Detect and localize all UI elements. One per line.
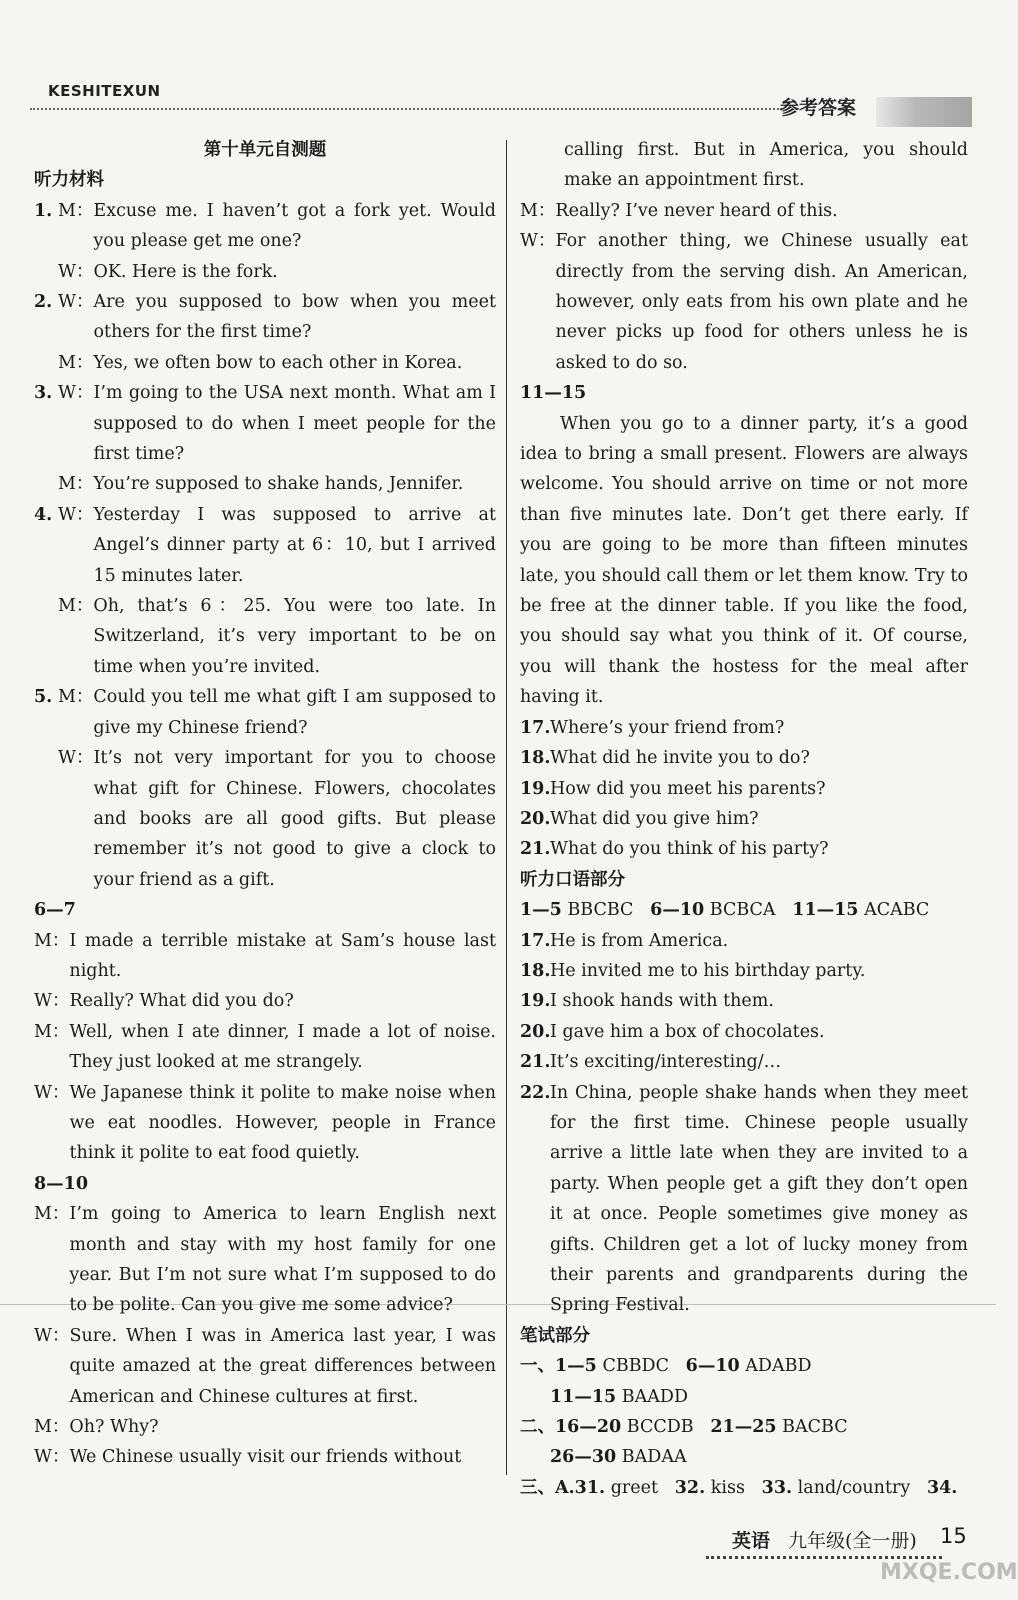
footer-dotted-rule bbox=[706, 1556, 942, 1559]
dialogue-text: Sure. When I was in America last year, I was quite amazed at the great differences between American and Chinese cultures at first. bbox=[69, 1325, 496, 1407]
dialogue-text: Oh, that’s 6：25. You were too late. In Switzerland, it’s very important to be on time when you’re invited. bbox=[93, 596, 496, 677]
dialogue-text: It’s not very important for you to choose what gift for Chinese. Flowers, chocolates and books are all good gifts. But please remember it’s not good to give a clock to your friend as a gift. bbox=[93, 748, 496, 890]
header-dotted-rule bbox=[30, 108, 782, 110]
dialogue-text: I made a terrible mistake at Sam’s house last night. bbox=[69, 930, 496, 981]
speaker: W： bbox=[34, 1082, 70, 1103]
speaker: M： bbox=[58, 596, 94, 617]
dialogue-text: Really? What did you do? bbox=[69, 991, 294, 1012]
answer-item: 21.It’s exciting/interesting/… bbox=[520, 1052, 782, 1073]
speaker: M： bbox=[34, 930, 70, 951]
dialogue-5 bbox=[34, 682, 496, 895]
right-column bbox=[520, 135, 968, 1503]
dialogue-text: OK. Here is the fork. bbox=[93, 261, 278, 282]
speaker: W： bbox=[34, 1325, 70, 1346]
dialogue-text: Could you tell me what gift I am supposed to give my Chinese friend? bbox=[93, 687, 496, 738]
dialogue-continued-text: calling first. But in America, you should make an appointment first. bbox=[564, 140, 968, 191]
answer-item: 18.He invited me to his birthday party. bbox=[520, 960, 866, 981]
dialogue-text: Are you supposed to bow when you meet others for the first time? bbox=[93, 292, 496, 343]
question-item: 21.What do you think of his party? bbox=[520, 839, 829, 860]
dialogue-text: Oh? Why? bbox=[69, 1417, 159, 1437]
answer-item: 22. In China, people shake hands when they meet for the first time. Chinese people usually arrive a little late when they are invited to a party. When people get a gift they don’t open it at once. People sometimes give money as gifts. Children get a lot of lucky money from their parents and grandparents during the Spring Festival. bbox=[520, 1082, 968, 1316]
group-label-6-7: 6—7 bbox=[34, 900, 76, 921]
speaker: M： bbox=[58, 200, 94, 221]
group-label-8-10: 8—10 bbox=[34, 1173, 89, 1194]
brand-logo: KESHITEXUN bbox=[48, 82, 161, 100]
header-title: 参考答案 bbox=[780, 97, 857, 119]
written-answer-key-part-1: 一、1—5 CBBDC 6—10 ADABD bbox=[520, 1356, 812, 1377]
dialogue-text: For another thing, we Chinese usually eat directly from the serving dish. An American, however, only eats from his own plate and he never picks up food for others unless he is asked to do so. bbox=[555, 231, 968, 373]
dialogue-text: You’re supposed to shake hands, Jennifer. bbox=[93, 474, 464, 495]
footer-grade: 九年级(全一册) bbox=[788, 1530, 917, 1552]
dialogue-text: Yes, we often bow to each other in Korea. bbox=[93, 352, 463, 373]
dialogue-text: Excuse me. I haven’t got a fork yet. Would you please get me one? bbox=[93, 200, 496, 252]
question-item: 18.What did he invite you to do? bbox=[520, 748, 810, 769]
speaker: M： bbox=[520, 200, 556, 221]
speaker: W： bbox=[58, 504, 94, 525]
question-list bbox=[520, 713, 968, 865]
item-number: 5. bbox=[34, 687, 53, 708]
speaker: M： bbox=[34, 1021, 70, 1042]
item-number: 2. bbox=[34, 292, 53, 312]
unit-title: 第十单元自测题 bbox=[203, 140, 327, 160]
item-number: 1. bbox=[34, 200, 53, 221]
column-divider bbox=[506, 140, 507, 1475]
speaker: M： bbox=[58, 687, 94, 708]
answer-list bbox=[520, 926, 968, 1321]
speaker: M： bbox=[58, 352, 94, 373]
dialogue-text: I’m going to America to learn English next month and stay with my host family for one year. But I’m not sure what I’m supposed to do to be polite. Can you give me some advice? bbox=[69, 1204, 496, 1316]
passage-11-15: When you go to a dinner party, it’s a good idea to bring a small present. Flowers are always welcome. You should arrive on time or not more than five minutes late. Don’t get there early. If you are going to be more than fifteen minutes late, you should call them or let them know. Try to be free at the dinner table. If you like the food, you should say what you think of it. Of course, you will thank the hostess for the meal after having it. bbox=[520, 413, 968, 708]
answer-item: 20.I gave him a box of chocolates. bbox=[520, 1021, 825, 1042]
question-item: 20.What did you give him? bbox=[520, 808, 759, 829]
dialogue-4 bbox=[34, 500, 496, 682]
section-heading-oral: 听力口语部分 bbox=[520, 869, 625, 890]
speaker: M： bbox=[34, 1417, 70, 1437]
speaker: M： bbox=[58, 474, 94, 495]
footer-subject: 英语 bbox=[732, 1530, 771, 1552]
section-heading-written: 笔试部分 bbox=[520, 1325, 590, 1346]
speaker: W： bbox=[34, 1447, 70, 1468]
header-gray-bar bbox=[876, 97, 972, 127]
speaker: W： bbox=[58, 748, 94, 769]
dialogue-text: We Japanese think it polite to make noise when we eat noodles. However, people in France think it polite to eat food quietly. bbox=[69, 1082, 496, 1164]
written-answer-key-part-2b: 26—30 BADAA bbox=[550, 1447, 687, 1468]
question-item: 19.How did you meet his parents? bbox=[520, 778, 826, 799]
dialogue-text: We Chinese usually visit our friends without bbox=[69, 1447, 462, 1468]
dialogue-text: Yesterday I was supposed to arrive at Angel’s dinner party at 6：10, but I arrived 15 minutes later. bbox=[93, 504, 496, 586]
written-answer-key-part-3: 三、A.31. greet 32. kiss 33. land/country 34. bbox=[520, 1477, 958, 1498]
speaker: M： bbox=[34, 1204, 70, 1225]
oral-answer-key: 1—5 BBCBC 6—10 BCBCA 11—15 ACABC bbox=[520, 900, 930, 921]
dialogue-text: Well, when I ate dinner, I made a lot of noise. They just looked at me strangely. bbox=[69, 1021, 496, 1073]
speaker: W： bbox=[58, 261, 94, 282]
dialogue-text: I’m going to the USA next month. What am I supposed to do when I meet people for the first time? bbox=[93, 383, 496, 465]
written-answer-key-part-1b: 11—15 BAADD bbox=[550, 1386, 688, 1407]
watermark-logo: MXQE.COM bbox=[880, 1560, 1018, 1585]
dialogue-1 bbox=[34, 196, 496, 287]
speaker: W： bbox=[34, 991, 70, 1012]
dialogue-text: Really? I’ve never heard of this. bbox=[555, 200, 838, 221]
dialogue-3 bbox=[34, 378, 496, 500]
item-number: 4. bbox=[34, 504, 53, 525]
section-heading-listening: 听力材料 bbox=[34, 170, 104, 191]
speaker: W： bbox=[520, 231, 556, 252]
answer-item: 17.He is from America. bbox=[520, 930, 729, 951]
dialogue-8-10 bbox=[34, 1199, 496, 1473]
answer-item: 19.I shook hands with them. bbox=[520, 991, 774, 1012]
left-column bbox=[34, 135, 496, 1473]
dialogue-2 bbox=[34, 287, 496, 378]
question-item: 17.Where’s your friend from? bbox=[520, 717, 785, 738]
page-number: 15 bbox=[940, 1524, 967, 1548]
speaker: W： bbox=[58, 383, 94, 404]
item-number: 3. bbox=[34, 383, 53, 404]
speaker: W： bbox=[58, 292, 94, 312]
written-answer-key-part-2: 二、16—20 BCCDB 21—25 BACBC bbox=[520, 1417, 848, 1438]
dialogue-6-7 bbox=[34, 926, 496, 1169]
group-label-11-15: 11—15 bbox=[520, 383, 587, 404]
